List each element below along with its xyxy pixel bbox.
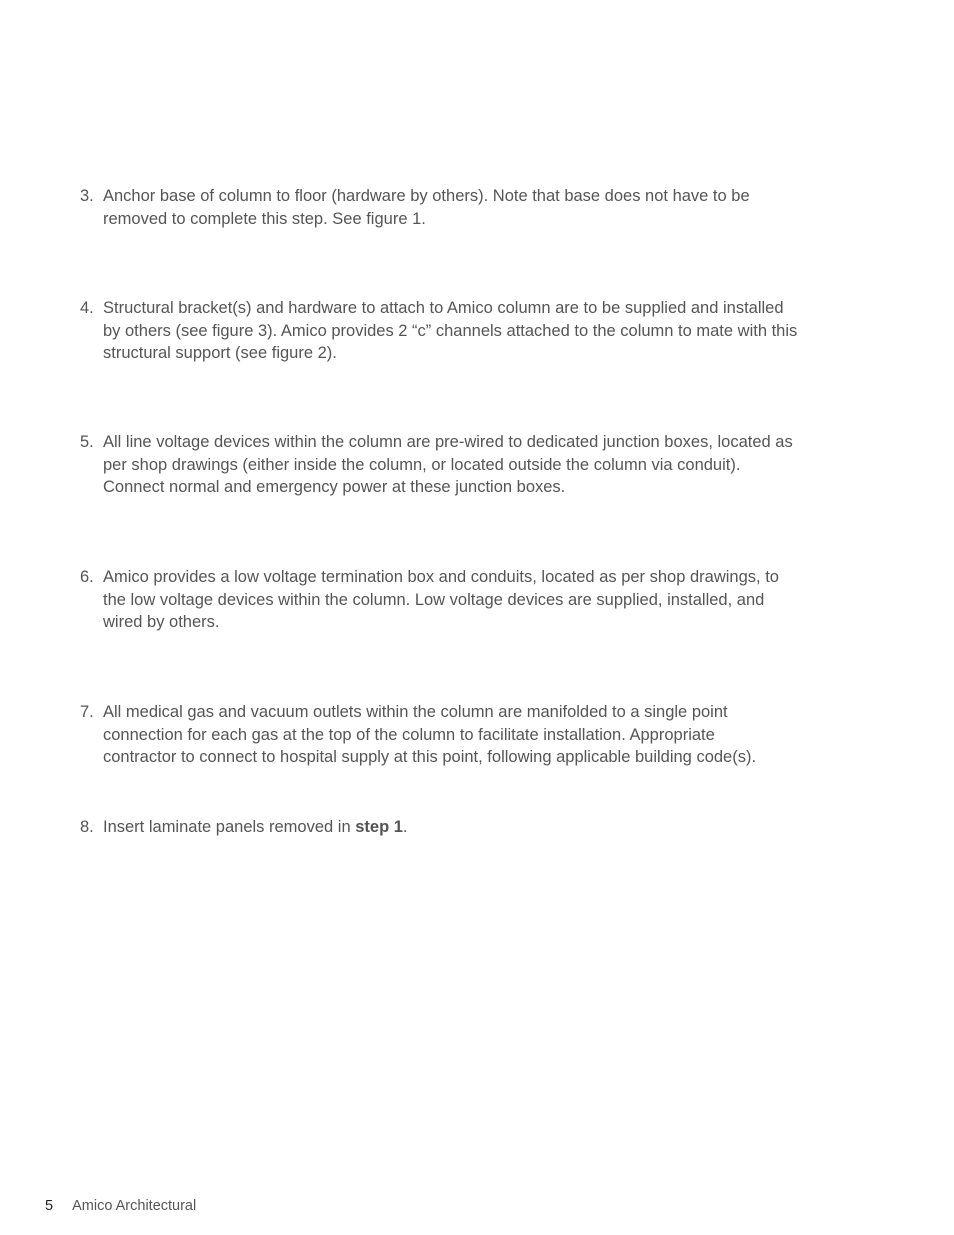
step-text: Anchor base of column to floor (hardware by others). Note that base does not have to be removed to complete this step. See figure 1. [103, 187, 750, 228]
step-reference-link-text: step 1 [355, 818, 403, 836]
step-number: 8. [80, 818, 94, 836]
step-text: All medical gas and vacuum outlets within the column are manifolded to a single point connection for each gas at the top of the column to facilitate installation. Appropriate contractor to connect to hospital supply at this point, following applicable building code(s). [103, 703, 757, 767]
step-number: 4. [80, 299, 94, 317]
step-text: Amico provides a low voltage termination box and conduits, located as per shop drawings, to the low voltage devices within the column. Low voltage devices are supplied, installed, and wired by others. [103, 568, 779, 632]
step-text: Structural bracket(s) and hardware to attach to Amico column are to be supplied and installed by others (see figure 3). Amico provides 2 “c” channels attached to the column to mate with this structural support (see figure 2). [103, 299, 798, 363]
step-text: All line voltage devices within the column are pre-wired to dedicated junction boxes, located as per shop drawings (either inside the column, or located outside the column via conduit). Connect normal and emergency power at these junction boxes. [103, 433, 793, 497]
step-number: 7. [80, 703, 94, 721]
footer-brand: Amico Architectural [72, 1198, 197, 1214]
page-number: 5 [45, 1198, 54, 1214]
step-number: 5. [80, 433, 94, 451]
step-text-plain: . [402, 818, 408, 836]
step-number: 6. [80, 568, 94, 586]
page-footer [45, 1196, 196, 1216]
step-text [103, 816, 863, 839]
step-text-plain: Insert laminate panels removed in [103, 818, 356, 836]
step-number: 3. [80, 187, 94, 205]
